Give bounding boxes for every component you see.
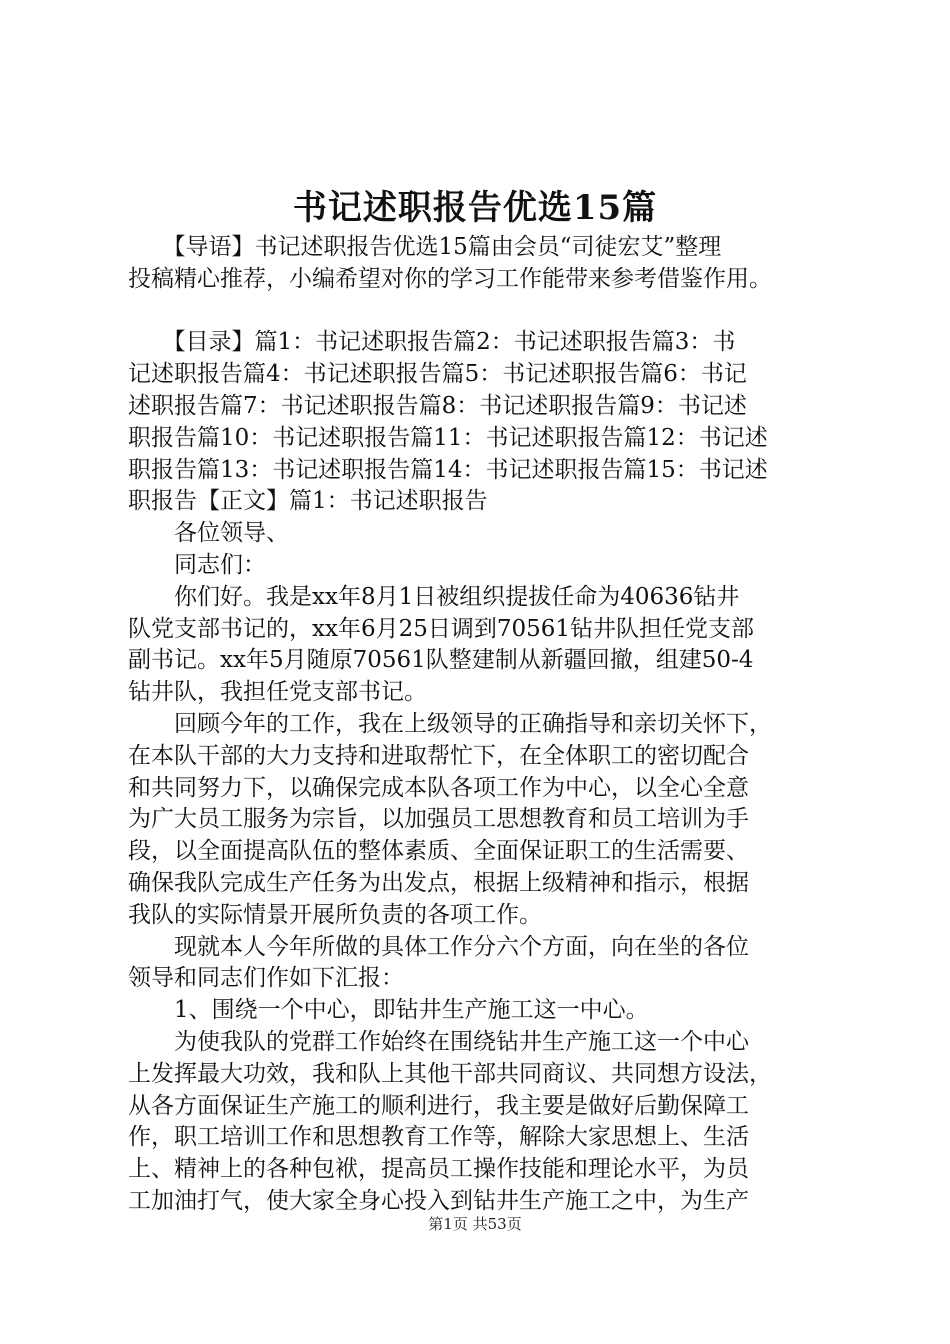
text-line: 投稿精心推荐，小编希望对你的学习工作能带来参考借鉴作用。 (128, 265, 772, 292)
text-line: 和共同努力下，以确保完成本队各项工作为中心，以全心全意 (128, 774, 749, 801)
text-line: 领导和同志们作如下汇报： (128, 965, 404, 992)
text-line: 记述职报告篇4：书记述职报告篇5：书记述职报告篇6：书记 (128, 361, 747, 388)
blank-line (128, 296, 848, 328)
text-line: 回顾今年的工作，我在上级领导的正确指导和亲切关怀下， (128, 710, 772, 737)
text-line: 上发挥最大功效，我和队上其他干部共同商议、共同想方设法， (128, 1060, 772, 1087)
text-line: 职报告【正文】篇1：书记述职报告 (128, 488, 488, 515)
text-line: 述职报告篇7：书记述职报告篇8：书记述职报告篇9：书记述 (128, 392, 747, 419)
text-line: 段，以全面提高队伍的整体素质、全面保证职工的生活需要、 (128, 838, 749, 865)
text-line: 【导语】书记述职报告优选15篇由会员“司徒宏艾”整理 (128, 234, 722, 260)
text-line: 上、精神上的各种包袱，提高员工操作技能和理论水平，为员 (128, 1156, 749, 1183)
text-line: 工加油打气，使大家全身心投入到钻井生产施工之中，为生产 (128, 1187, 749, 1214)
text-line: 确保我队完成生产任务为出发点，根据上级精神和指示，根据 (128, 869, 749, 896)
text-line: 现就本人今年所做的具体工作分六个方面，向在坐的各位 (128, 933, 749, 960)
document-title: 书记述职报告优选15篇 (292, 188, 658, 228)
text-line: 我队的实际情景开展所负责的各项工作。 (128, 901, 542, 928)
text-line: 为使我队的党群工作始终在围绕钻井生产施工这一个中心 (128, 1028, 749, 1055)
text-line: 为广大员工服务为宗旨，以加强员工思想教育和员工培训为手 (128, 806, 749, 833)
text-line: 职报告篇10：书记述职报告篇11：书记述职报告篇12：书记述 (128, 424, 768, 451)
text-line: 队党支部书记的，xx年6月25日调到70561钻井队担任党支部 (128, 615, 755, 642)
document-body (128, 232, 848, 1218)
page-footer: 第1页 共53页 (428, 1215, 522, 1233)
text-line: 【目录】篇1：书记述职报告篇2：书记述职报告篇3：书 (128, 329, 736, 356)
text-line: 1、围绕一个中心，即钻井生产施工这一中心。 (128, 997, 649, 1024)
text-line: 钻井队，我担任党支部书记。 (128, 679, 427, 706)
text-line: 各位领导、 (128, 520, 289, 547)
text-line: 你们好。我是xx年8月1日被组织提拔任命为40636钻井 (128, 583, 740, 610)
text-line: 职报告篇13：书记述职报告篇14：书记述职报告篇15：书记述 (128, 456, 768, 483)
text-line: 副书记。xx年5月随原70561队整建制从新疆回撤，组建50-4 (128, 647, 754, 674)
text-line: 作，职工培训工作和思想教育工作等，解除大家思想上、生活 (128, 1124, 749, 1151)
text-line: 同志们： (128, 551, 266, 578)
text-line: 从各方面保证生产施工的顺利进行，我主要是做好后勤保障工 (128, 1092, 749, 1119)
text-line: 在本队干部的大力支持和进取帮忙下，在全体职工的密切配合 (128, 742, 749, 769)
